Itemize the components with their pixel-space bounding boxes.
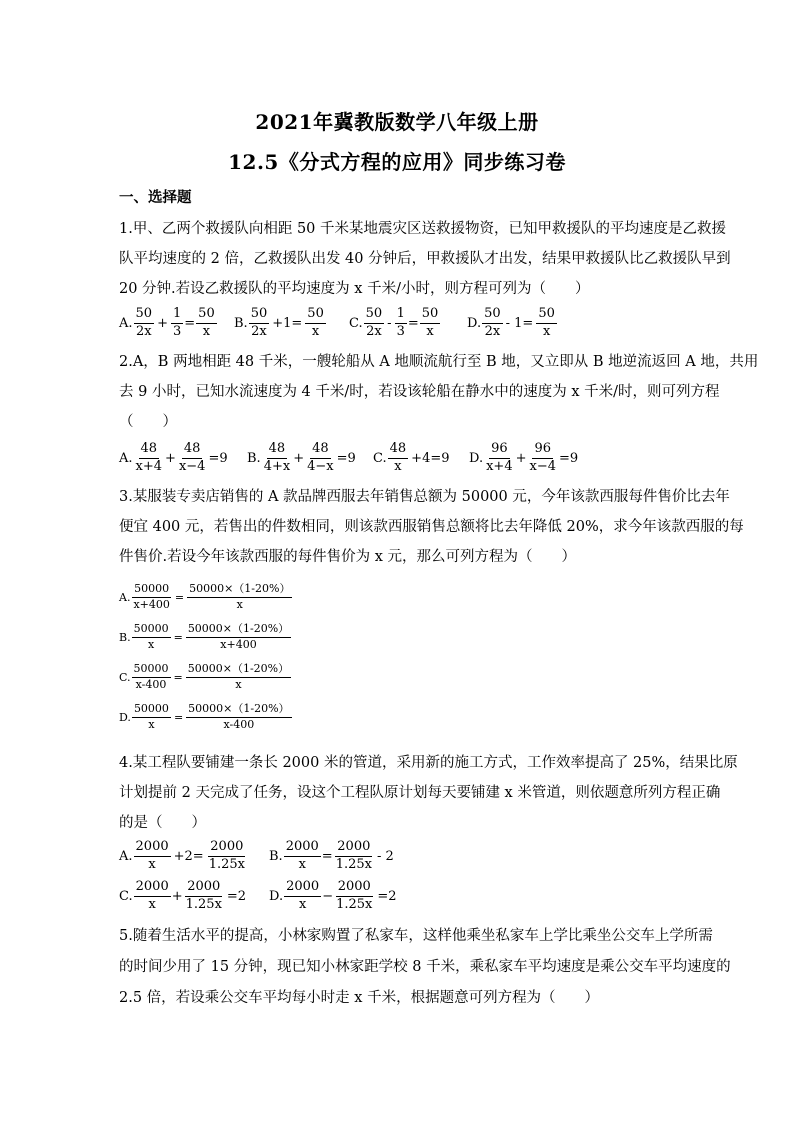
fraction [420,307,441,339]
numerator: 50000×（1-20%） [186,663,291,677]
option-label: C. [349,315,363,331]
doc-title: 2021年冀教版数学八年级上册 [255,110,539,134]
denominator: x [542,323,551,339]
q1-option-c [349,303,441,343]
fraction [305,307,326,339]
denominator: 2x [251,323,267,339]
numerator: 50 [364,307,385,323]
fraction [484,442,515,474]
fraction [196,307,217,339]
denominator: x [148,856,156,872]
fraction [249,307,270,339]
numerator: 2000 [134,880,171,896]
numerator: 50 [482,307,503,323]
option-label: B. [247,450,261,466]
operator: = [174,590,185,604]
numerator: 50 [134,307,155,323]
numerator: 48 [388,442,409,458]
denominator: x+400 [133,597,170,611]
operator: - [387,315,392,331]
numerator: 50 [196,307,217,323]
q3-line-1: 3.某服装专卖店销售的 A 款品牌西服去年销售总额为 50000 元，今年该款西服每件售价比去年 [119,489,730,505]
numerator: 48 [182,442,203,458]
q5-line-2: 的时间少用了 15 分钟，现已知小林家距学校 8 千米，乘私家车平均速度是乘公交车平均速度的 [119,959,731,975]
denominator: 1.25x [208,856,245,872]
option-label: C. [119,888,133,904]
fraction [395,307,407,339]
numerator: 2000 [134,840,171,856]
numerator: 50 [536,307,557,323]
numerator: 2000 [208,840,245,856]
fraction [177,442,208,474]
fraction [184,880,224,912]
numerator: 50000×（1-20%） [186,623,291,637]
q2-line-3: （ ） [119,414,177,430]
equation-tail: =9 [208,450,228,466]
operator: - 1= [505,315,534,331]
denominator: x [202,323,211,339]
denominator: 2x [366,323,382,339]
q3-line-2: 便宜 400 元，若售出的件数相同，则该款西服销售总额将比去年降低 20%，求今年该款西服的每 [119,519,744,535]
denominator: x [148,896,156,912]
fraction [132,623,171,650]
operator: − [322,888,334,904]
denominator: x−4 [529,458,556,474]
q4-line-3: 的是（ ） [119,815,206,831]
equation-tail: +4=9 [411,450,450,466]
numerator: 2000 [284,840,321,856]
operator: + [165,450,176,466]
operator: + [515,450,527,466]
denominator: x [426,323,434,339]
denominator: x+4 [135,458,163,474]
fraction [186,663,291,690]
numerator: 2000 [335,840,372,856]
denominator: x−4 [178,458,206,474]
numerator: 50000 [132,703,171,717]
operator: = [321,848,333,864]
option-label: D. [467,315,482,331]
denominator: x+400 [220,637,257,651]
fraction [132,663,171,690]
operator: = [173,710,184,724]
q4-line-2: 计划提前 2 天完成了任务，设这个工程队原计划每天要铺建 x 米管道，则依题意所列方程正确 [119,785,721,801]
q1-line-1: 1.甲、乙两个救援队向相距 50 千米某地震灾区送救援物资，已知甲救援队的平均速度是乙救援 [119,221,726,237]
numerator: 2000 [336,880,373,896]
denominator: x [147,637,155,651]
q1-line-2: 队平均速度的 2 倍，乙救援队出发 40 分钟后，甲救援队才出发，结果甲救援队比乙救援队早到 [119,251,731,267]
denominator: x [148,717,155,731]
operator: = [184,315,196,331]
q4-option-c [119,876,248,916]
operator: = [173,630,183,644]
fraction [388,442,409,474]
fraction [134,880,171,912]
q2-line-2: 去 9 小时，已知水流速度为 4 千米/时，若设该轮船在静水中的速度为 x 千米/时，则可列方程 [119,384,720,400]
fraction [132,703,171,730]
option-label: A. [119,450,133,466]
fraction [334,880,374,912]
option-label: A. [119,848,133,864]
q4-option-a [119,836,248,876]
q2-option-d [469,438,578,478]
option-label: A. [119,315,133,331]
option-label: D. [269,888,284,904]
fraction [482,307,503,339]
fraction [284,880,321,912]
numerator: 48 [139,442,160,458]
denominator: x [236,597,243,611]
option-label: B. [269,848,283,864]
numerator: 50 [305,307,326,323]
q2-line-1: 2.A，B 两地相距 48 千米，一艘轮船从 A 地顺流航行至 B 地，又立即从 B 地逆流返回 A 地，共用 [119,354,759,370]
numerator: 50000×（1-20%） [186,703,291,717]
operator: +1= [272,315,303,331]
q2-option-b [247,438,356,478]
denominator: x [311,323,320,339]
numerator: 48 [310,442,331,458]
equation-tail: =2 [226,888,247,904]
denominator: x [235,677,242,691]
q4-option-d [269,876,399,916]
operator: = [407,315,419,331]
fraction [187,583,292,610]
fraction [528,442,559,474]
equation-tail: =2 [377,888,397,904]
q1-option-b [234,303,327,343]
denominator: x+4 [486,458,513,474]
denominator: x-400 [223,717,255,731]
option-label: A. [119,590,131,604]
q1-line-3: 20 分钟.若设乙救援队的平均速度为 x 千米/小时，则方程可列为（ ） [119,281,590,297]
fraction [186,623,291,650]
fraction [262,442,293,474]
denominator: 1.25x [336,896,373,912]
option-label: C. [119,670,131,684]
q4-line-1: 4.某工程队要铺建一条长 2000 米的管道，采用新的施工方式，工作效率提高了 25%，结果比原 [119,755,738,771]
q1-option-a [119,303,218,343]
numerator: 50000×（1-20%） [187,583,292,597]
equation-tail: =9 [336,450,356,466]
fraction [284,840,321,872]
denominator: 4−x [307,458,334,474]
equation-tail: - 2 [376,848,394,864]
numerator: 50000 [132,663,171,677]
denominator: 1.25x [335,856,372,872]
numerator: 50000 [132,583,171,597]
q2-option-a [119,438,228,478]
denominator: 4+x [263,458,291,474]
fraction [134,442,165,474]
denominator: x [298,856,306,872]
fraction [364,307,385,339]
option-label: C. [373,450,387,466]
denominator: 2x [136,323,152,339]
fraction [305,442,336,474]
denominator: x [394,458,402,474]
operator: +2= [173,848,204,864]
denominator: 3 [172,323,182,339]
numerator: 96 [532,442,553,458]
fraction [536,307,557,339]
section-heading: 一、选择题 [119,189,192,206]
q5-line-3: 2.5 倍，若设乘公交车平均每小时走 x 千米，根据题意可列方程为（ ） [119,990,600,1006]
operator: + [157,315,168,331]
numerator: 2000 [284,880,321,896]
q2-option-c [373,438,452,478]
option-label: D. [469,450,484,466]
fraction [134,840,171,872]
option-label: B. [119,630,131,644]
numerator: 50 [249,307,270,323]
numerator: 1 [395,307,407,323]
denominator: x-400 [135,677,167,691]
fraction [207,840,247,872]
numerator: 50000 [132,623,171,637]
operator: = [173,670,183,684]
fraction [171,307,183,339]
numerator: 96 [489,442,510,458]
q5-line-1: 5.随着生活水平的提高，小林家购置了私家车，这样他乘坐私家车上学比乘坐公交车上学所需 [119,928,713,944]
numerator: 48 [267,442,288,458]
operator: + [171,888,183,904]
fraction [334,840,374,872]
q4-option-b [269,836,396,876]
numerator: 1 [171,307,183,323]
fraction [134,307,155,339]
fraction [131,583,171,610]
q1-option-d [467,303,558,343]
numerator: 2000 [185,880,222,896]
numerator: 50 [420,307,441,323]
denominator: 3 [396,323,405,339]
denominator: 2x [484,323,501,339]
q3-line-3: 件售价.若设今年该款西服的每件售价为 x 元，那么可列方程为（ ） [119,549,577,565]
denominator: 1.25x [185,896,222,912]
operator: + [293,450,305,466]
doc-subtitle: 12.5《分式方程的应用》同步练习卷 [228,150,566,174]
option-label: D. [119,710,131,724]
option-label: B. [234,315,248,331]
fraction [186,703,291,730]
denominator: x [298,896,307,912]
equation-tail: =9 [559,450,579,466]
